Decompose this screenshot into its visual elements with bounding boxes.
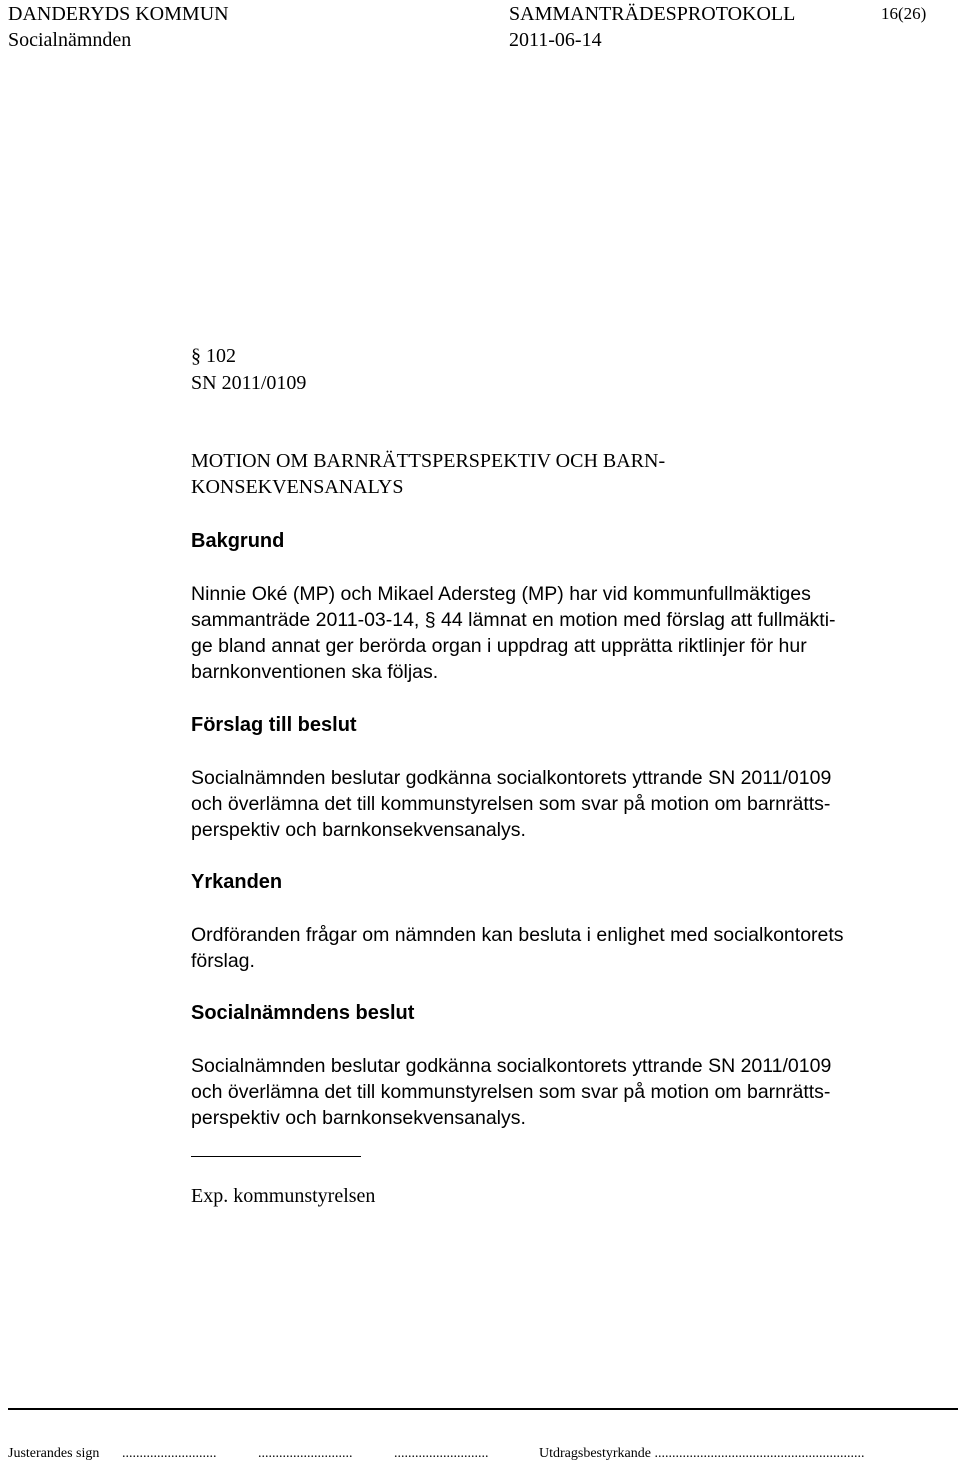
- signature-dots-3: ...........................: [394, 1446, 489, 1461]
- department-name: Socialnämnden: [8, 29, 132, 51]
- motions-line-2: förslag.: [191, 950, 255, 972]
- justerandes-sign-label: Justerandes sign: [8, 1446, 100, 1461]
- item-title-line-2: KONSEKVENSANALYS: [191, 476, 404, 498]
- signature-dots-1: ...........................: [122, 1446, 217, 1461]
- background-line-3: ge bland annat ger berörda organ i uppdrag att upprätta riktlinjer för hur: [191, 635, 807, 657]
- proposal-line-1: Socialnämnden beslutar godkänna socialkontorets yttrande SN 2011/0109: [191, 767, 832, 789]
- paragraph-number: § 102: [191, 345, 236, 367]
- page-number: 16(26): [881, 4, 927, 23]
- decision-line-3: perspektiv och barnkonsekvensanalys.: [191, 1107, 526, 1129]
- proposal-line-2: och överlämna det till kommunstyrelsen som svar på motion om barnrätts-: [191, 793, 831, 815]
- decision-heading: Socialnämndens beslut: [191, 1002, 415, 1024]
- proposal-heading: Förslag till beslut: [191, 714, 357, 736]
- meeting-date: 2011-06-14: [509, 29, 602, 51]
- decision-line-1: Socialnämnden beslutar godkänna socialkontorets yttrande SN 2011/0109: [191, 1055, 832, 1077]
- background-line-4: barnkonventionen ska följas.: [191, 661, 439, 683]
- background-heading: Bakgrund: [191, 530, 285, 552]
- motions-line-1: Ordföranden frågar om nämnden kan besluta i enlighet med socialkontorets: [191, 924, 844, 946]
- background-line-1: Ninnie Oké (MP) och Mikael Adersteg (MP) har vid kommunfullmäktiges: [191, 583, 811, 605]
- item-title-line-1: MOTION OM BARNRÄTTSPERSPEKTIV OCH BARN-: [191, 450, 666, 472]
- motions-heading: Yrkanden: [191, 871, 283, 893]
- proposal-line-3: perspektiv och barnkonsekvensanalys.: [191, 819, 526, 841]
- background-line-2: sammanträde 2011-03-14, § 44 lämnat en motion med förslag att fullmäkti-: [191, 609, 836, 631]
- organization-name: DANDERYDS KOMMUN: [8, 3, 229, 25]
- signature-dots-2: ...........................: [258, 1446, 353, 1461]
- case-number: SN 2011/0109: [191, 372, 307, 394]
- footer-rule: [8, 1408, 958, 1410]
- document-type: SAMMANTRÄDESPROTOKOLL: [509, 3, 796, 25]
- distribution-note: Exp. kommunstyrelsen: [191, 1185, 376, 1207]
- utdragsbestyrkande-label: Utdragsbestyrkande ............................................................: [539, 1446, 865, 1461]
- decision-line-2: och överlämna det till kommunstyrelsen som svar på motion om barnrätts-: [191, 1081, 831, 1103]
- separator-line: [191, 1156, 361, 1157]
